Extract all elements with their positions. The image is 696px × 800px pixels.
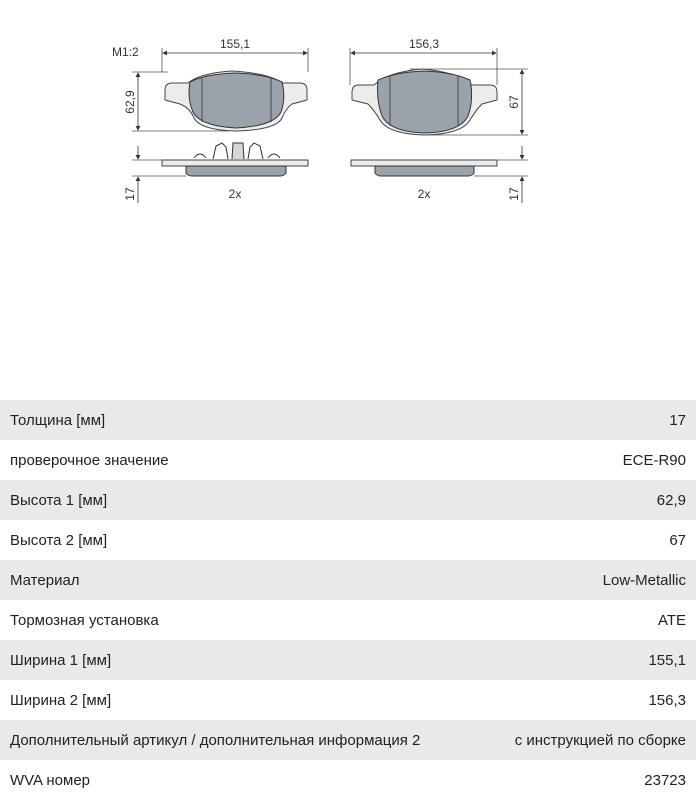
pad1-front-view	[132, 48, 308, 131]
spec-value: 67	[669, 531, 686, 549]
spec-row-test-value	[0, 440, 696, 480]
pad1-height-label: 62,9	[123, 90, 137, 114]
spec-row-height-2	[0, 520, 696, 560]
spec-row-brake-system	[0, 600, 696, 640]
spec-value: 17	[669, 411, 686, 429]
scale-label: M1:2	[112, 45, 139, 59]
spec-value: с инструкцией по сборке	[514, 731, 686, 749]
spec-value: 23723	[644, 771, 686, 789]
spec-label: WVA номер	[10, 771, 91, 789]
pad2-width-label: 156,3	[408, 37, 440, 51]
spec-label: Ширина 1 [мм]	[10, 651, 112, 669]
specs-table	[0, 400, 696, 800]
spec-label: проверочное значение	[10, 451, 169, 469]
spec-row-wva-number	[0, 760, 696, 800]
spec-label: Тормозная установка	[10, 611, 159, 629]
spec-label: Ширина 2 [мм]	[10, 691, 112, 709]
spec-label: Толщина [мм]	[10, 411, 106, 429]
pad1-width-label: 155,1	[219, 37, 251, 51]
pad2-front-view	[350, 48, 528, 135]
spec-row-additional-info	[0, 720, 696, 760]
spec-value: Low-Metallic	[602, 571, 686, 589]
pad2-thickness-label: 17	[507, 187, 521, 201]
spec-row-height-1	[0, 480, 696, 520]
pad2-height-label: 67	[507, 95, 521, 109]
spec-value: ECE-R90	[622, 451, 686, 469]
spec-label: Высота 1 [мм]	[10, 491, 108, 509]
spec-label: Материал	[10, 571, 80, 589]
spec-value: 62,9	[656, 491, 686, 509]
pad2-quantity-label: 2x	[417, 187, 431, 201]
spec-label: Высота 2 [мм]	[10, 531, 108, 549]
spec-row-width-2	[0, 680, 696, 720]
pad1-quantity-label: 2x	[228, 187, 242, 201]
pad1-side-view	[132, 143, 308, 203]
spec-label: Дополнительный артикул / дополнительная информация 2	[10, 731, 421, 749]
pad1-thickness-label: 17	[123, 187, 137, 201]
spec-row-thickness	[0, 400, 696, 440]
spec-row-width-1	[0, 640, 696, 680]
pad2-side-view	[351, 146, 528, 203]
spec-value: 156,3	[648, 691, 686, 709]
spec-value: 155,1	[648, 651, 686, 669]
spec-value: ATE	[657, 611, 686, 629]
spec-row-material	[0, 560, 696, 600]
